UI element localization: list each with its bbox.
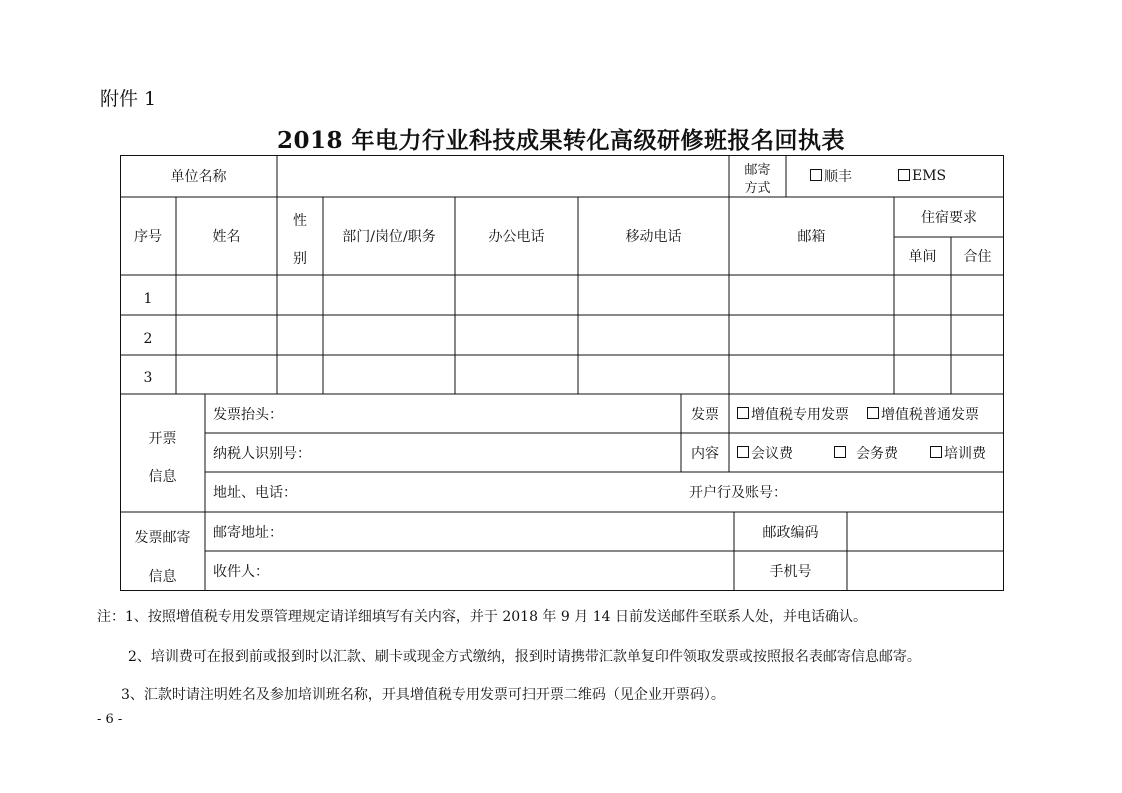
header-office-phone: 办公电话 [488,229,545,245]
option-vat-normal[interactable] [867,394,1002,433]
option-ems[interactable] [898,155,978,197]
header-mobile: 移动电话 [625,229,682,245]
taxpayer-id-field[interactable]: 纳税人识别号： [213,445,311,462]
invoice-info-label-line2: 信息 [148,469,177,485]
org-name-label: 单位名称 [170,169,227,185]
mailing-info-label-line1: 发票邮寄 [134,530,191,546]
checkbox-icon [737,446,749,458]
row-number: 1 [143,291,153,307]
checkbox-icon [737,407,749,419]
invoice-content-label-line2: 内容 [691,445,719,462]
zip-code-label: 邮政编码 [762,524,819,541]
zip-code-field[interactable] [847,512,1004,551]
mail-method-label-line2: 方式 [744,181,771,196]
invoice-info-label-line1: 开票 [148,431,177,447]
phone-label: 手机号 [769,564,812,580]
org-name-field[interactable] [277,155,729,197]
header-lodging: 住宿要求 [921,210,977,226]
option-conference-fee-label: 会务费 [856,445,898,462]
document-title: 2018 年电力行业科技成果转化高级研修班报名回执表 [276,127,846,154]
header-name: 姓名 [212,229,241,245]
option-vat-special[interactable] [737,394,867,433]
checkbox-icon [930,446,942,458]
page-number: - 6 - [97,712,123,727]
note-1: 注：1、按照增值税专用发票管理规定请详细填写有关内容，并于 2018 年 9 月 14 日前发送邮件至联系人处，并电话确认。 [97,609,867,625]
option-ems-label: EMS [912,168,947,184]
header-shared-room: 合住 [963,249,992,265]
row-number: 3 [143,370,153,386]
header-gender-line1: 性 [293,213,307,229]
option-conference-fee[interactable] [834,433,924,472]
bank-account-field[interactable]: 开户行及账号： [689,485,787,501]
header-single-room: 单间 [908,249,937,265]
header-dept: 部门/岗位/职务 [342,229,436,245]
phone-field[interactable] [847,551,1004,591]
mailing-address-field[interactable]: 邮寄地址： [213,524,283,541]
header-email: 邮箱 [797,229,826,245]
option-shunfeng[interactable] [810,155,890,197]
option-shunfeng-label: 顺丰 [824,169,852,185]
checkbox-icon [834,446,846,458]
option-vat-normal-label: 增值税普通发票 [881,406,979,423]
invoice-content-label-line1: 发票 [691,406,719,423]
note-2: 2、培训费可在报到前或报到时以汇款、刷卡或现金方式缴纳，报到时请携带汇款单复印件领取发票或按照报名表邮寄信息邮寄。 [128,649,921,665]
registration-form-table [120,155,1004,591]
mail-method-label-line1: 邮寄 [744,163,771,178]
address-phone-field[interactable]: 地址、电话： [213,485,297,501]
checkbox-icon [898,169,910,181]
option-vat-special-label: 增值税专用发票 [751,406,849,423]
option-meeting-fee[interactable] [737,433,817,472]
option-training-fee-label: 培训费 [944,445,986,462]
mailing-info-label-line2: 信息 [148,569,177,585]
note-3: 3、汇款时请注明姓名及参加培训班名称，开具增值税专用发票可扫开票二维码（见企业开票码）。 [121,687,725,703]
invoice-title-field[interactable]: 发票抬头： [213,406,283,423]
checkbox-icon [810,169,822,181]
recipient-field[interactable]: 收件人： [213,564,269,580]
option-training-fee[interactable] [930,433,1004,472]
checkbox-icon [867,407,879,419]
header-gender-line2: 别 [293,251,307,267]
attachment-label: 附件 1 [100,88,157,110]
row-number: 2 [143,331,153,347]
header-seq: 序号 [134,229,162,245]
option-meeting-fee-label: 会议费 [751,445,793,462]
